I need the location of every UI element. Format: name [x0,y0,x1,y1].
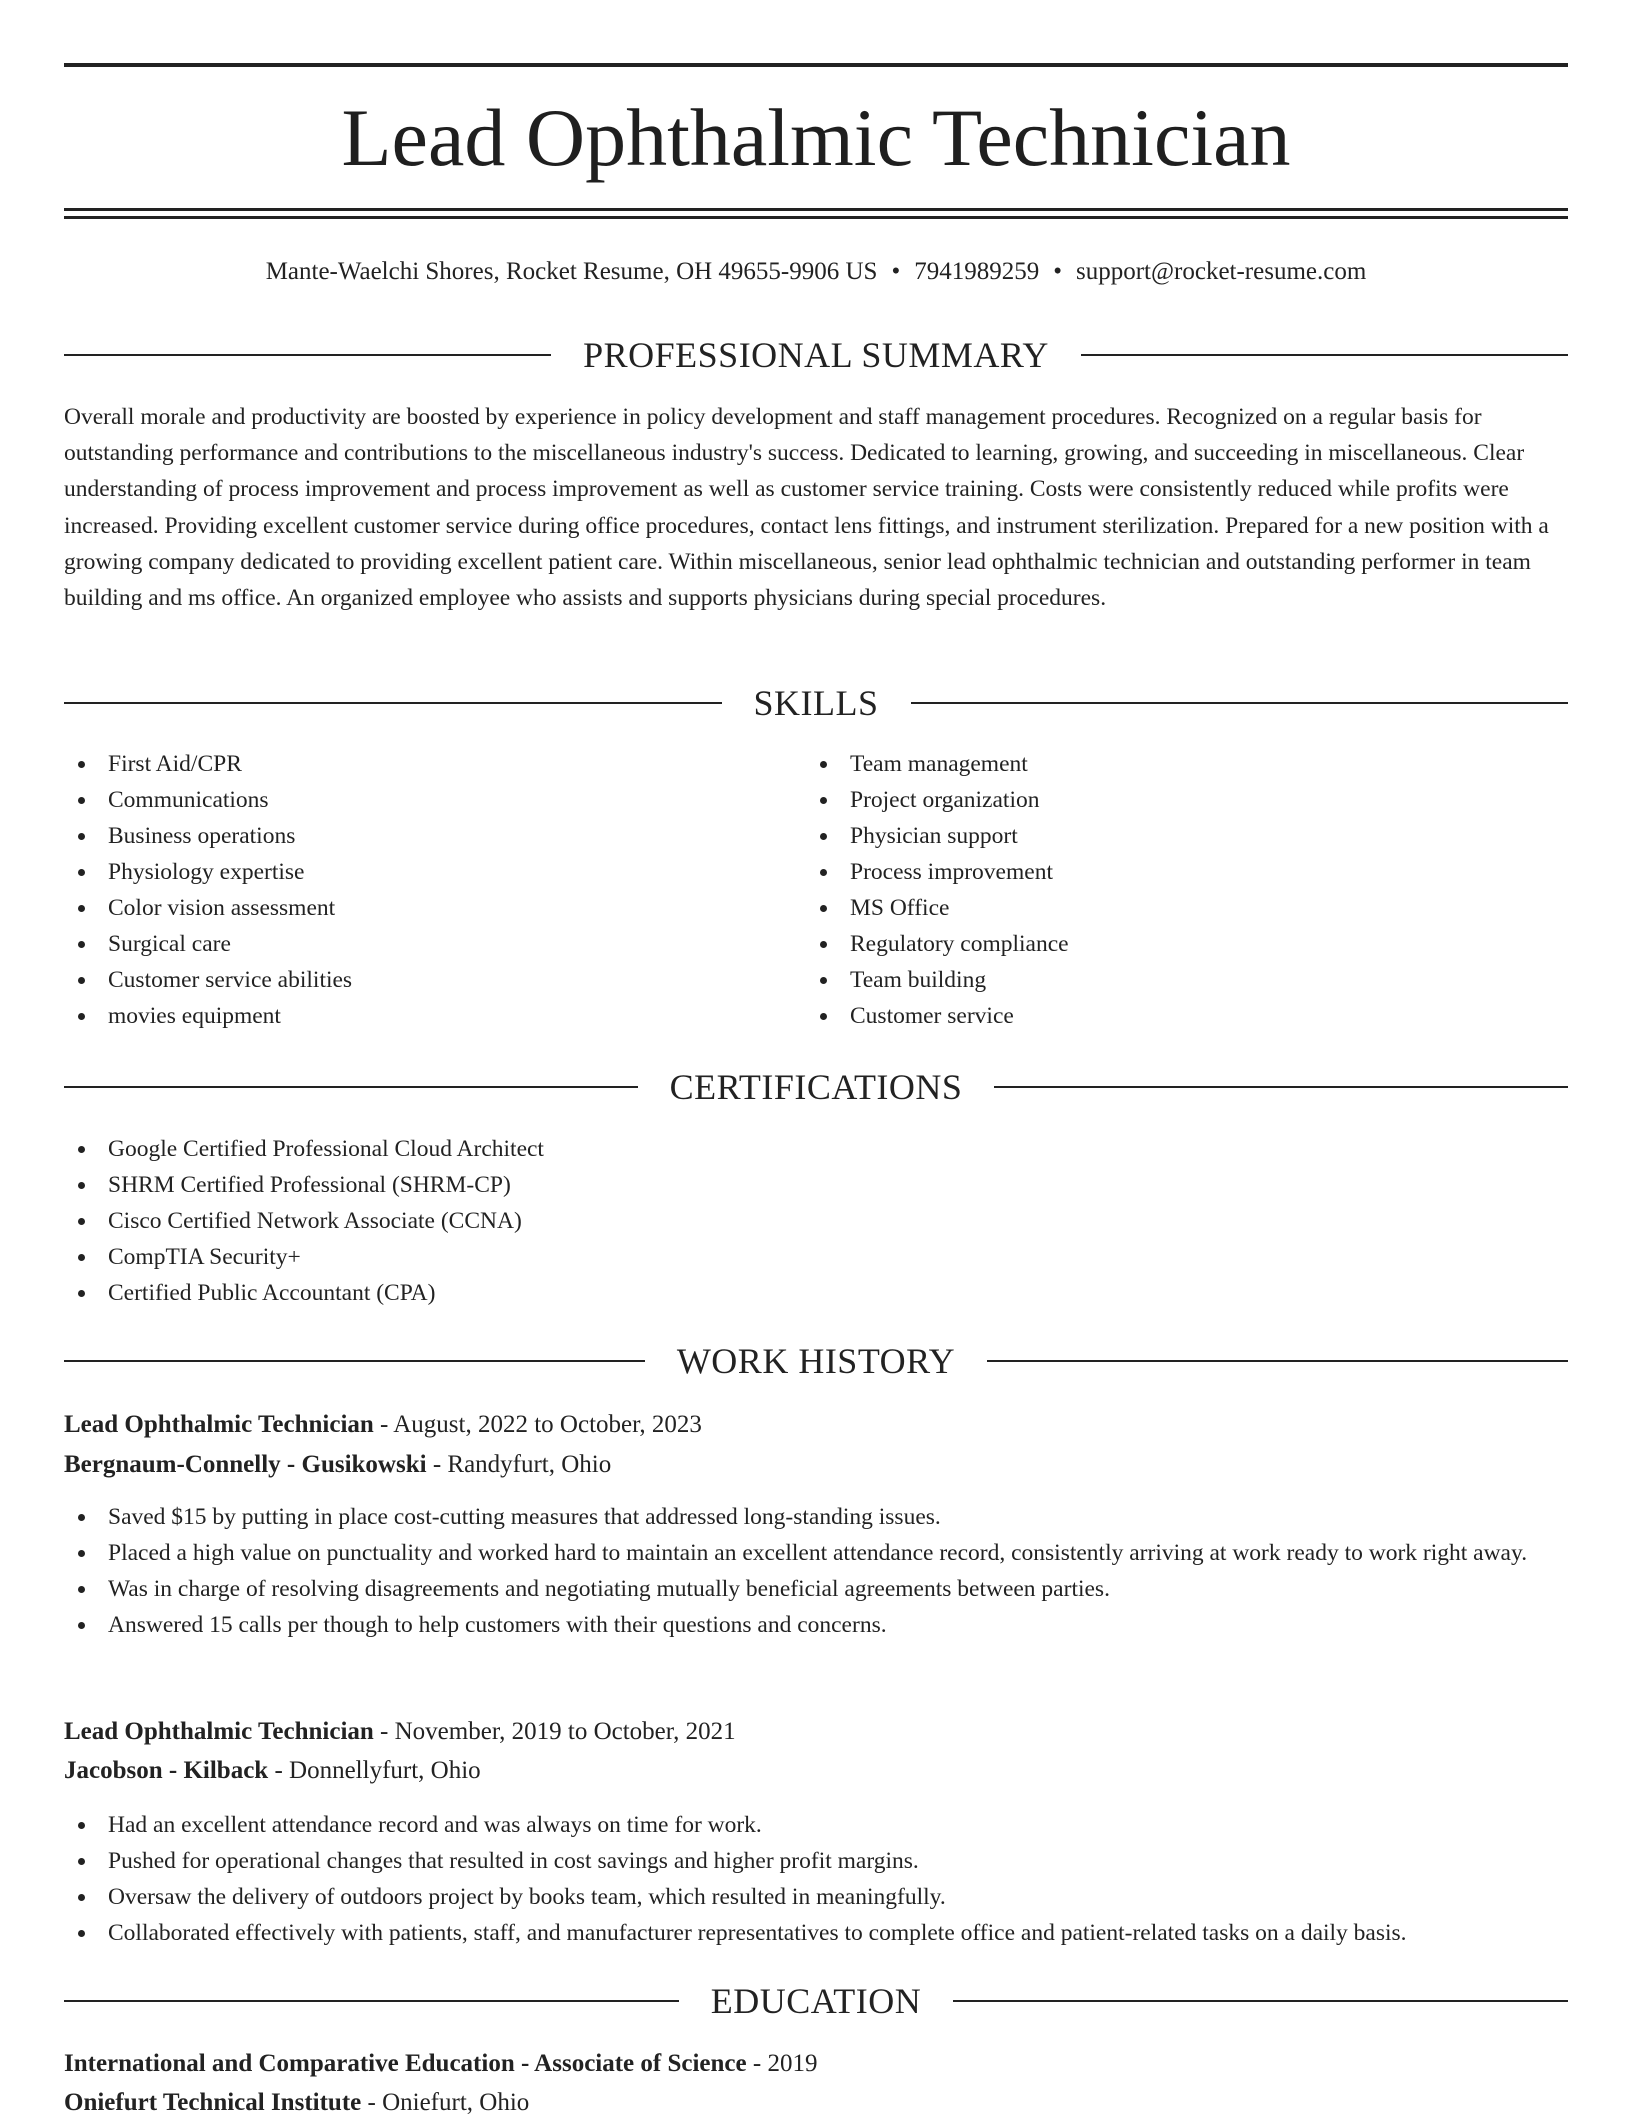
skills-left-list [64,746,764,1034]
list-item: Physiology expertise [64,854,764,890]
list-item: Surgical care [64,926,764,962]
skills-left-column [64,746,764,1034]
heading-rule [64,2000,679,2002]
list-item: Communications [64,782,764,818]
list-item: Placed a high value on punctuality and worked hard to maintain an excellent attendance record, consistently arriving at work ready to work right away. [64,1535,1568,1571]
summary-heading [64,335,1568,375]
list-item: Color vision assessment [64,890,764,926]
summary-text: Overall morale and productivity are boosted by experience in policy development and staff management procedures. Recognized on a regular basis for outstanding performance and contributions to the miscellaneous industry's success. Dedicated to learning, growing, and succeeding in miscellaneous. Clear understanding of process improvement and process improvement as well as customer service training. Costs were consistently reduced while profits were increased. Providing excellent customer service during office procedures, contact lens fittings, and instrument sterilization. Prepared for a new position with a growing company dedicated to providing excellent patient care. Within miscellaneous, senior lead ophthalmic technician and outstanding performer in team building and ms office. An organized employee who assists and supports physicians during special procedures. [64,404,1549,612]
skills-heading [64,683,1568,723]
list-item: Regulatory compliance [806,926,1506,962]
heading-rule [953,2000,1568,2002]
list-item: SHRM Certified Professional (SHRM-CP) [64,1167,1568,1203]
job-1-title: Lead Ophthalmic Technician [64,1411,374,1438]
education-school: Oniefurt Technical Institute [64,2089,362,2116]
education-degree: International and Comparative Education - Associate of Science [64,2050,747,2077]
job-1-bullet-list [64,1499,1568,1643]
work-history-heading [64,1341,1568,1381]
heading-rule [994,1086,1568,1088]
list-item: Process improvement [806,854,1506,890]
job-1-dates: - August, 2022 to October, 2023 [373,1411,702,1438]
list-item: First Aid/CPR [64,746,764,782]
top-rule [64,63,1568,67]
list-item: CompTIA Security+ [64,1239,1568,1275]
education-year: - 2019 [746,2050,818,2077]
contact-separator: • [891,258,901,285]
job-1-company: Bergnaum-Connelly - Gusikowski [64,1451,427,1478]
list-item: movies equipment [64,998,764,1034]
contact-address: Mante-Waelchi Shores, Rocket Resume, OH 49655-9906 US [265,258,878,285]
heading-rule [1081,354,1568,356]
contact-phone: 7941989259 [914,258,1040,285]
education-school-line [64,2085,1568,2121]
job-2-location: - Donnellyfurt, Ohio [268,1757,481,1784]
heading-rule [987,1360,1568,1362]
job-2-company: Jacobson - Kilback [64,1757,269,1784]
job-1-location: - Randyfurt, Ohio [426,1451,612,1478]
list-item: Customer service [806,998,1506,1034]
list-item: Customer service abilities [64,962,764,998]
education-degree-line [64,2046,1568,2082]
resume-title: Lead Ophthalmic Technician [341,92,1291,183]
heading-rule [64,1086,638,1088]
job-2-dates: - November, 2019 to October, 2021 [373,1718,736,1745]
list-item: Oversaw the delivery of outdoors project by books team, which resulted in meaningfully. [64,1879,1568,1915]
job-1-title-line [64,1407,1568,1443]
summary-heading-label: PROFESSIONAL SUMMARY [583,335,1049,375]
skills-heading-label: SKILLS [753,683,879,723]
contact-separator: • [1053,258,1062,285]
list-item: Project organization [806,782,1506,818]
list-item: Physician support [806,818,1506,854]
work-history-heading-label: WORK HISTORY [676,1341,956,1381]
list-item: Google Certified Professional Cloud Architect [64,1131,1568,1167]
heading-rule [64,702,722,704]
heading-rule [64,354,551,356]
skills-right-column [806,746,1506,1034]
list-item: Team building [806,962,1506,998]
list-item: Business operations [64,818,764,854]
job-2-title-line [64,1714,1568,1750]
contact-email: support@rocket-resume.com [1076,258,1367,285]
heading-rule [64,1360,645,1362]
list-item: Cisco Certified Network Associate (CCNA) [64,1203,1568,1239]
list-item: Was in charge of resolving disagreements and negotiating mutually beneficial agreements between parties. [64,1571,1568,1607]
list-item: Certified Public Accountant (CPA) [64,1275,1568,1311]
list-item: MS Office [806,890,1506,926]
certifications-column [64,1131,1568,1311]
certifications-heading-label: CERTIFICATIONS [669,1067,963,1107]
education-location: - Oniefurt, Ohio [361,2089,530,2116]
contact-line [64,254,1568,290]
list-item: Collaborated effectively with patients, staff, and manufacturer representatives to complete office and patient-related tasks on a daily basis. [64,1915,1568,1951]
job-2-bullet-list [64,1807,1568,1951]
list-item: Had an excellent attendance record and was always on time for work. [64,1807,1568,1843]
list-item: Pushed for operational changes that resulted in cost savings and higher profit margins. [64,1843,1568,1879]
list-item: Saved $15 by putting in place cost-cutting measures that addressed long-standing issues. [64,1499,1568,1535]
title-rule-upper [64,208,1568,211]
job-2-bullets [64,1807,1568,1951]
heading-rule [911,702,1569,704]
list-item: Answered 15 calls per though to help customers with their questions and concerns. [64,1607,1568,1643]
skills-right-list [806,746,1506,1034]
job-2-title: Lead Ophthalmic Technician [64,1718,374,1745]
job-2-company-line [64,1753,1568,1789]
certifications-list [64,1131,1568,1311]
job-1-company-line [64,1447,1568,1483]
list-item: Team management [806,746,1506,782]
certifications-heading [64,1067,1568,1107]
job-1-bullets [64,1499,1568,1643]
education-heading-label: EDUCATION [710,1981,922,2021]
title-rule-lower [64,216,1568,219]
education-heading [64,1981,1568,2021]
